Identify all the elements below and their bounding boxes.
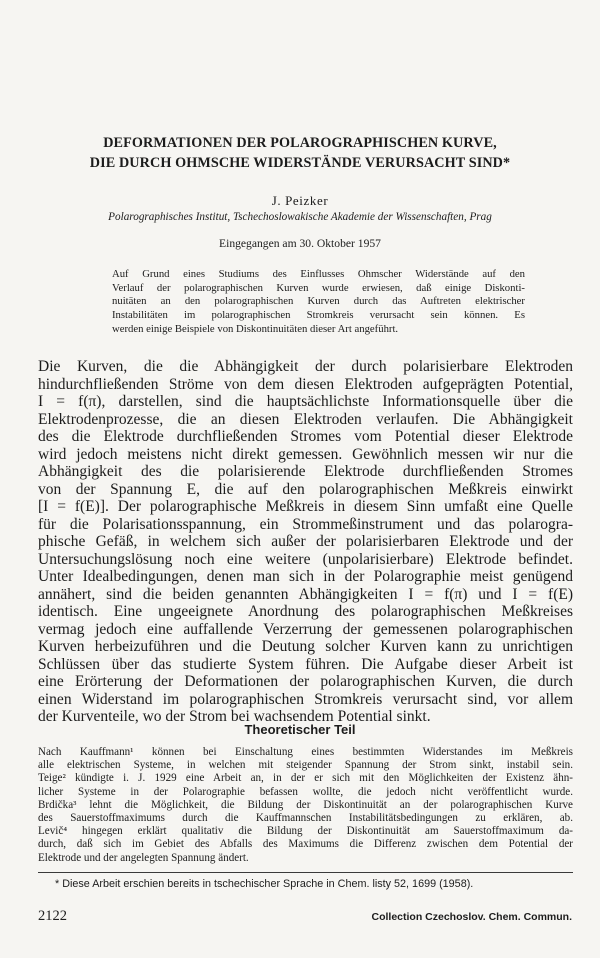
title-line-2: DIE DURCH OHMSCHE WIDERSTÄNDE VERURSACHT SIND* [89,155,511,171]
body-line: Elektrodenprozesse, die an diesen Elektroden verlaufen. Die Abhängigkeit [38,410,573,428]
theory-text [38,746,573,865]
body-line: I = f(π), darstellen, sind die hauptsächlichste Informationsquelle über die [38,393,573,410]
theory-line: Teige² kündigte i. J. 1929 eine Arbeit an, in der er sich mit den Möglichkeiten der Existenz ähn- [38,772,573,785]
abstract-line: Auf Grund eines Studiums des Einflusses Ohmscher Widerstände auf den [112,268,525,280]
abstract [112,268,525,337]
body-line: von der Spannung E, die auf den polarographischen Meßkreis einwirkt [38,480,573,498]
body-line: einen Widerstand im polarographischen Stromkreis verursacht sind, vor allem [38,690,573,708]
body-line: hindurchfließenden Ströme von dem diesen Elektroden aufgeprägten Potential, [38,375,573,393]
body-line: Unter Idealbedingungen, denen man sich in der Polarographie meist genügend [38,568,573,585]
body-line: für die Polarisationsspannung, ein Strommeßinstrument und das polarogra- [38,515,573,533]
journal-name: Collection Czechoslov. Chem. Commun. [371,911,572,923]
body-line: eine Erörterung der Deformationen der polarographischen Kurven, die durch [38,673,573,690]
theory-line: licher Systeme in der Polarographie befassen wollte, die jedoch nicht veröffentlicht wurde. [38,785,573,798]
section-heading: Theoretischer Teil [244,722,356,737]
theory-line: durch, daß sich im Gebiet des Abfalls des Maximums die Differenz zwischen dem Potential der [38,838,573,851]
theory-line: alle elektrischen Systeme, in welchen mit steigender Spannung der Strom sinkt, instabil sein. [38,759,573,772]
received-date: Eingegangen am 30. Oktober 1957 [219,237,381,250]
body-text [38,358,573,726]
theory-line: Levič⁴ hingegen erklärt qualitativ die Bildung der Diskontinuität am Sauerstoffmaximum da- [38,825,573,838]
body-line: wird jedoch meistens nicht direkt gemessen. Gewöhnlich messen wir nur die [38,445,573,463]
page-number: 2122 [38,908,67,924]
body-line: der Kurventeile, wo der Strom bei wachsendem Potential sinkt. [38,708,431,725]
theory-line: Nach Kauffmann¹ können bei Einschaltung eines bestimmten Widerstandes im Meßkreis [38,746,573,758]
body-line: identisch. Eine ungeeignete Anordnung des polarographischen Meßkreises [38,603,573,620]
title-line-1: DEFORMATIONEN DER POLAROGRAPHISCHEN KURVE, [103,135,497,151]
author-name: J. Peizker [271,193,329,208]
body-line: vermag jedoch eine auffallende Verzerrung der gemessenen polarographischen [38,620,573,638]
body-line: Abhängigkeit des die polarisierende Elektrode durchfließenden Stromes [38,463,573,480]
body-line: des die Elektrode durchfließenden Stromes vom Potential dieser Elektrode [38,428,573,445]
abstract-line: Instabilitäten im polarographischen Stromkreis verursacht sein können. Es [112,309,525,322]
theory-line: des Sauerstoffmaximums durch die Kauffmannschen Instabilitätsbedingungen zu erklären, ab. [38,812,573,825]
affiliation: Polarographisches Institut, Tschechoslowakische Akademie der Wissenschaften, Prag [108,211,492,223]
body-line: Kurven herbeizuführen und die Deutung solcher Kurven kann zu unrichtigen [38,638,573,655]
abstract-line: werden einige Beispiele von Diskontinuitäten dieser Art angeführt. [112,322,399,335]
footnote-rule [38,872,573,873]
abstract-line: Verlauf der polarographischen Kurven wurde erwiesen, daß einige Diskonti- [112,281,525,294]
body-line: Untersuchungslösung noch eine weitere (unpolarisierbare) Elektrode befindet. [38,550,573,568]
body-line: annähert, sind die beiden genannten Abhängigkeiten I = f(π) und I = f(E) [38,585,573,603]
body-line: Die Kurven, die die Abhängigkeit der durch polarisierbare Elektroden [38,358,573,375]
footnote: * Diese Arbeit erschien bereits in tschechischer Sprache in Chem. listy 52, 1699 (1958). [55,878,474,890]
article-title [40,133,560,173]
body-line: phische Gefäß, in welchem sich außer der polarisierbaren Elektrode und der [38,533,573,550]
abstract-line: nuitäten an den polarographischen Kurven durch das Auftreten elektrischer [112,295,525,308]
body-line: [I = f(E)]. Der polarographische Meßkreis in diesem Sinn umfaßt eine Quelle [38,498,573,515]
theory-line: Elektrode und der angelegten Spannung ändert. [38,851,249,864]
body-line: Schlüssen über das studierte System führen. Die Aufgabe dieser Arbeit ist [38,655,573,673]
theory-line: Brdička³ lehnt die Möglichkeit, die Bildung der Diskontinuität an der polarographischen Kurve [38,798,573,811]
